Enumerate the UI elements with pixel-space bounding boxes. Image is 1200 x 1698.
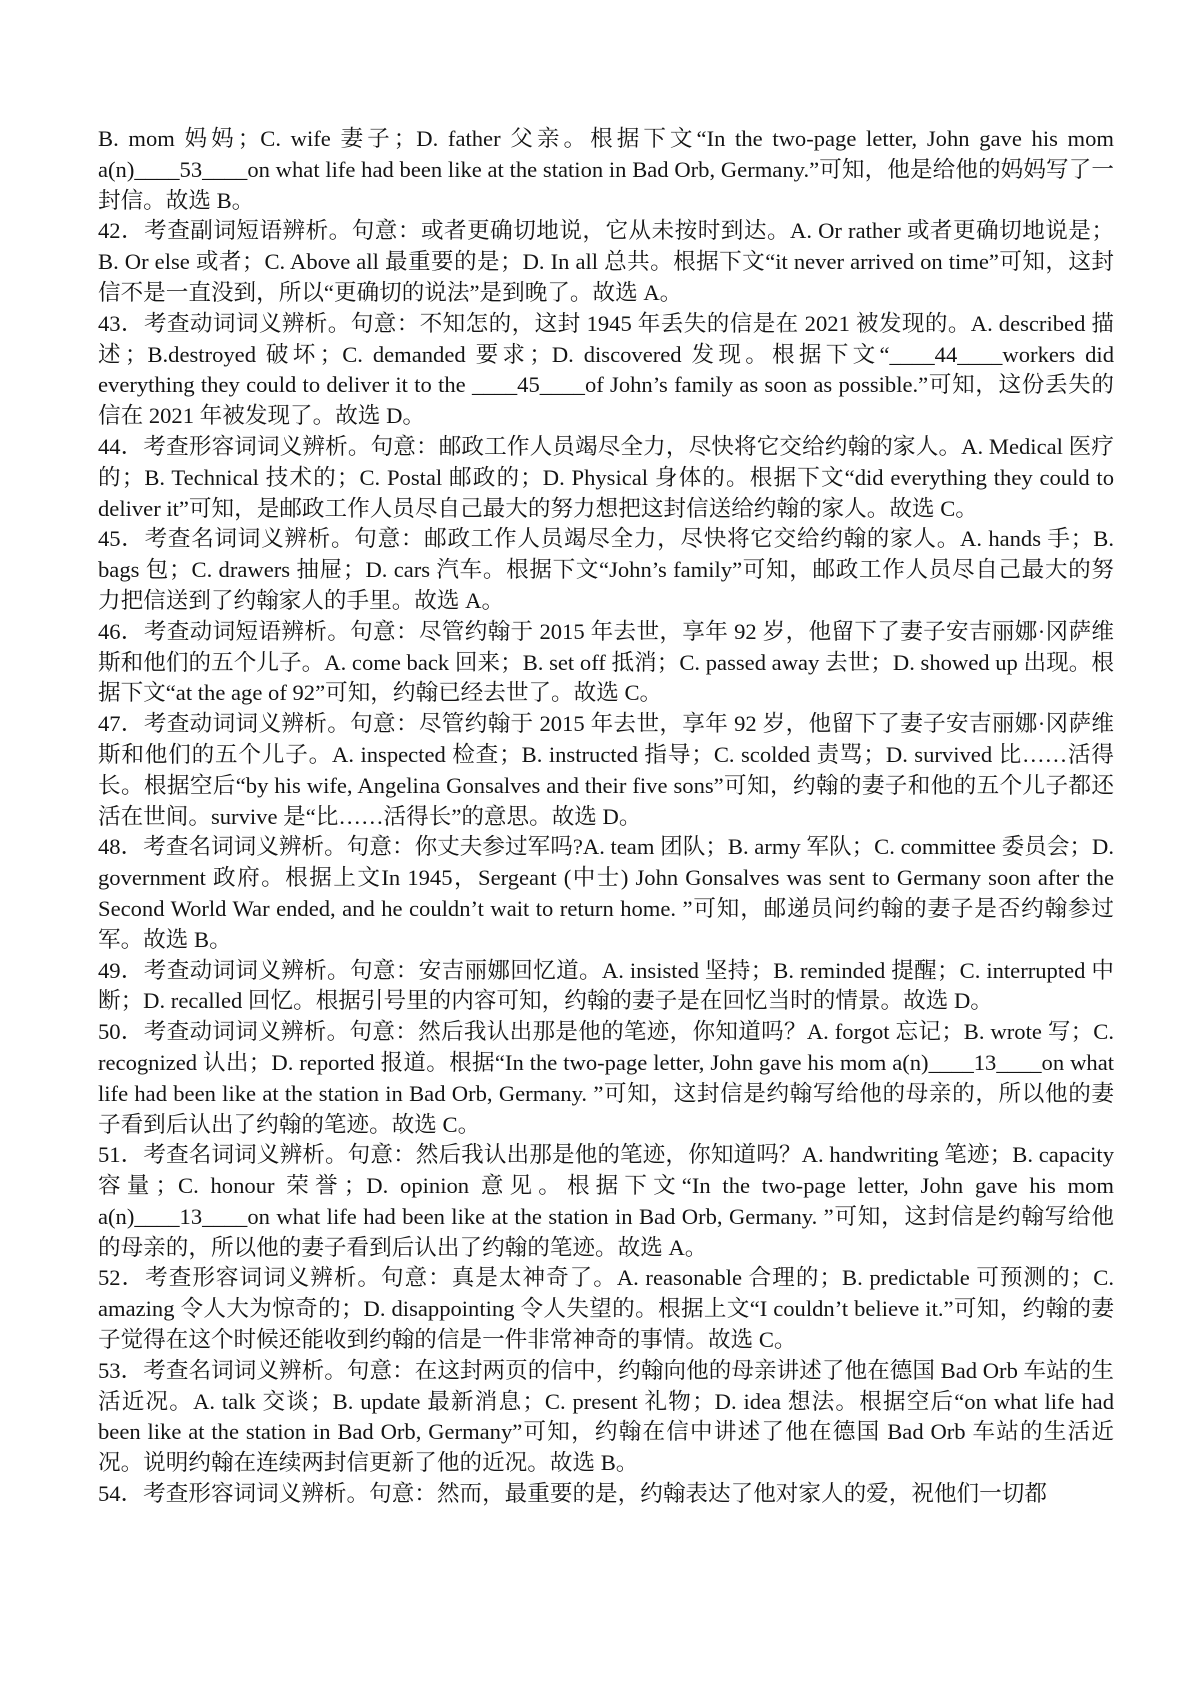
document-body bbox=[98, 124, 1114, 1510]
paragraph-43: 43．考查动词词义辨析。句意：不知怎的，这封 1945 年丢失的信是在 2021 被发现的。A. described 描述；B.destroyed 破坏；C. demanded 要求；D. discovered 发现。根据下文“____44____workers did everything they could to deliver it to the ____45____of John’s family as soon as possible.”可知，这份丢失的信在 2021 年被发现了。故选 D。 bbox=[98, 310, 1114, 429]
paragraph-49: 49．考查动词词义辨析。句意：安吉丽娜回忆道。A. insisted 坚持；B. reminded 提醒；C. interrupted 中断；D. recalled 回忆。根据引号里的内容可知，约翰的妻子是在回忆当时的情景。故选 D。 bbox=[98, 957, 1114, 1014]
paragraph-53: 53．考查名词词义辨析。句意：在这封两页的信中，约翰向他的母亲讲述了他在德国 Bad Orb 车站的生活近况。A. talk 交谈；B. update 最新消息；C. present 礼物；D. idea 想法。根据空后“on what life had been like at the station in Bad Orb, Germany”可知，约翰在信中讲述了他在德国 Bad Orb 车站的生活近况。说明约翰在连续两封信更新了他的近况。故选 B。 bbox=[98, 1357, 1114, 1476]
paragraph-54: 54．考查形容词词义辨析。句意：然而，最重要的是，约翰表达了他对家人的爱，祝他们一切都 bbox=[98, 1481, 1047, 1507]
paragraph-47: 47．考查动词词义辨析。句意：尽管约翰于 2015 年去世，享年 92 岁，他留下了妻子安吉丽娜·冈萨维斯和他们的五个儿子。A. inspected 检查；B. instructed 指导；C. scolded 责骂；D. survived 比……活得长。根据空后“by his wife, Angelina Gonsalves and their five sons”可知，约翰的妻子和他的五个儿子都还活在世间。survive 是“比……活得长”的意思。故选 D。 bbox=[98, 711, 1114, 829]
paragraph-46: 46．考查动词短语辨析。句意：尽管约翰于 2015 年去世，享年 92 岁，他留下了妻子安吉丽娜·冈萨维斯和他们的五个儿子。A. come back 回来；B. set off 抵消；C. passed away 去世；D. showed up 出现。根据下文“at the age of 92”可知，约翰已经去世了。故选 C。 bbox=[98, 618, 1114, 706]
paragraph-48: 48．考查名词词义辨析。句意：你丈夫参过军吗?A. team 团队；B. army 军队；C. committee 委员会；D. government 政府。根据上文In 1945，Sergeant (中士) John Gonsalves was sent to Germany soon after the Second World War ended, and he couldn’t wait to return home. ”可知，邮递员问约翰的妻子是否约翰参过军。故选 B。 bbox=[98, 834, 1114, 952]
paragraph-41-continued: B. mom 妈妈；C. wife 妻子；D. father 父亲。根据下文“In the two-page letter, John gave his mom a(n)____53____on what life had been like at the station in Bad Orb, Germany.”可知，他是给他的妈妈写了一封信。故选 B。 bbox=[98, 126, 1114, 213]
paragraph-44: 44．考查形容词词义辨析。句意：邮政工作人员竭尽全力，尽快将它交给约翰的家人。A. Medical 医疗的；B. Technical 技术的；C. Postal 邮政的；D. Physical 身体的。根据下文“did everything they could to deliver it”可知，是邮政工作人员尽自己最大的努力想把这封信送给约翰的家人。故选 C。 bbox=[98, 433, 1114, 521]
paragraph-52: 52．考查形容词词义辨析。句意：真是太神奇了。A. reasonable 合理的；B. predictable 可预测的；C. amazing 令人大为惊奇的；D. disappointing 令人失望的。根据上文“I couldn’t believe it.”可知，约翰的妻子觉得在这个时候还能收到约翰的信是一件非常神奇的事情。故选 C。 bbox=[98, 1265, 1114, 1353]
paragraph-50: 50．考查动词词义辨析。句意：然后我认出那是他的笔迹，你知道吗？A. forgot 忘记；B. wrote 写；C. recognized 认出；D. reported 报道。根据“In the two-page letter, John gave his mom a(n)____13____on what life had been like at the station in Bad Orb, Germany. ”可知，这封信是约翰写给他的母亲的，所以他的妻子看到后认出了约翰的笔迹。故选 C。 bbox=[98, 1019, 1114, 1137]
paragraph-45: 45．考查名词词义辨析。句意：邮政工作人员竭尽全力，尽快将它交给约翰的家人。A. hands 手；B. bags 包；C. drawers 抽屉；D. cars 汽车。根据下文“John’s family”可知，邮政工作人员尽自己最大的努力把信送到了约翰家人的手里。故选 A。 bbox=[98, 526, 1114, 613]
paragraph-51: 51．考查名词词义辨析。句意：然后我认出那是他的笔迹，你知道吗？A. handwriting 笔迹；B. capacity 容量；C. honour 荣誉；D. opinion 意见。根据下文“In the two-page letter, John gave his mom a(n)____13____on what life had been like at the station in Bad Orb, Germany. ”可知，这封信是约翰写给他的母亲的，所以他的妻子看到后认出了约翰的笔迹。故选 A。 bbox=[98, 1142, 1114, 1260]
paragraph-42: 42．考查副词短语辨析。句意：或者更确切地说，它从未按时到达。A. Or rather 或者更确切地说是；B. Or else 或者；C. Above all 最重要的是；D. In all 总共。根据下文“it never arrived on time”可知，这封信不是一直没到，所以“更确切的说法”是到晚了。故选 A。 bbox=[98, 218, 1114, 305]
